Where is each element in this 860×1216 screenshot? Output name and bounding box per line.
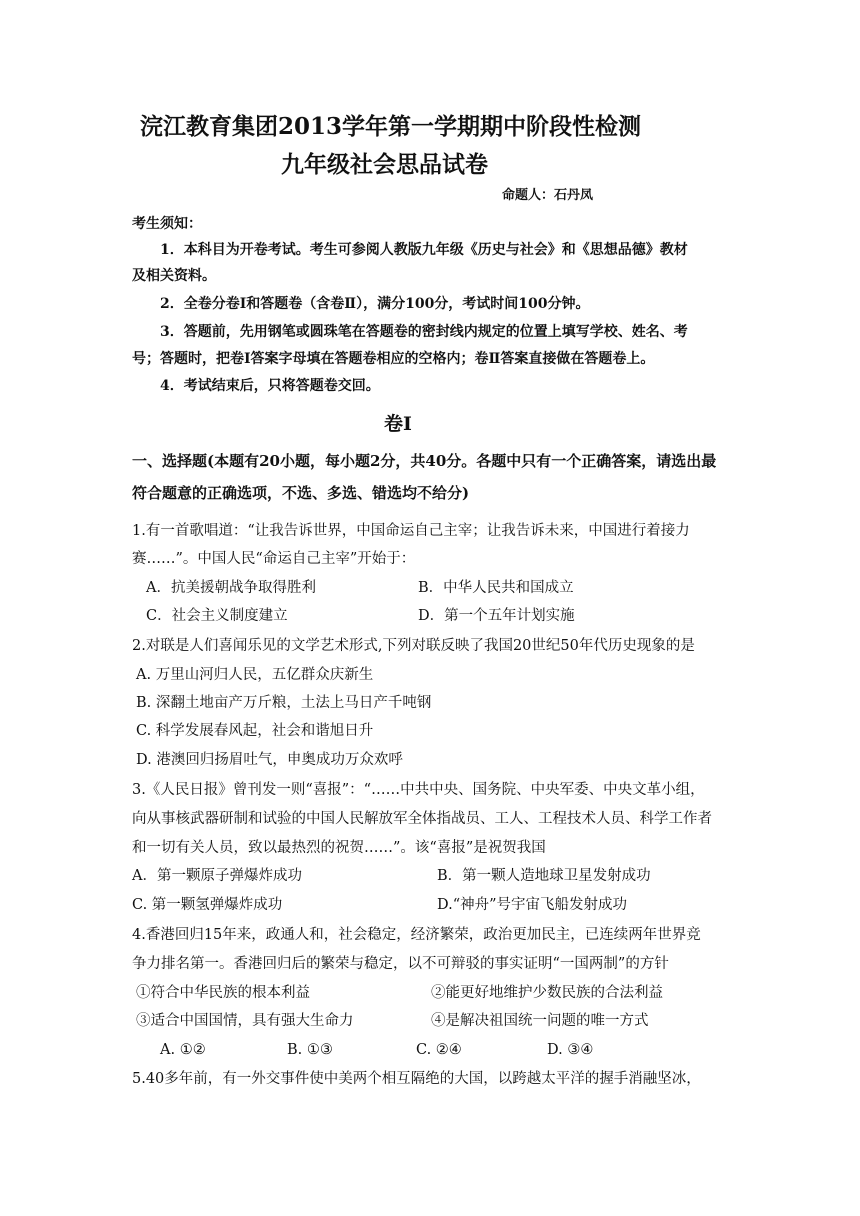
question-4-option-c: C. ②④ (416, 1042, 462, 1058)
question-3-line1: 3.《人民日报》曾刊发一则“喜报”：“……中共中央、国务院、中央军委、中央文革小组， (132, 782, 705, 798)
notice-item-1: 1．本科目为开卷考试。考生可参阅人教版九年级《历史与社会》和《思想品德》教材 (160, 242, 688, 258)
exam-title-line2: 九年级社会思品试卷 (281, 151, 488, 178)
question-4-statement-1: ①符合中华民族的根本利益 (136, 985, 310, 1001)
notice-item-4: 4．考试结束后，只将答题卷交回。 (160, 378, 380, 394)
notice-item-3: 3．答题前，先用钢笔或圆珠笔在答题卷的密封线内规定的位置上填写学校、姓名、考 (160, 324, 688, 340)
question-4-option-d: D. ③④ (547, 1042, 594, 1058)
question-4-option-b: B. ①③ (287, 1042, 333, 1058)
question-1-option-c: C．社会主义制度建立 (146, 608, 288, 624)
question-4-line2: 争力排名第一。香港回归后的繁荣与稳定，以不可辩驳的事实证明“一国两制”的方针 (132, 956, 669, 972)
question-3-option-b: B．第一颗人造地球卫星发射成功 (437, 868, 651, 884)
question-4-option-a: A. ①② (160, 1042, 206, 1058)
notice-item-2: 2．全卷分卷Ⅰ和答题卷（含卷Ⅱ），满分100分，考试时间100分钟。 (160, 296, 590, 312)
question-3-option-c: C. 第一颗氢弹爆炸成功 (132, 897, 283, 913)
question-1-option-b: B．中华人民共和国成立 (418, 580, 574, 596)
section-heading-line2: 符合题意的正确选项，不选、多选、错选均不给分) (132, 484, 470, 502)
question-3-line3: 和一切有关人员，致以最热烈的祝贺……”。该“喜报”是祝贺我国 (132, 840, 546, 856)
exam-title-line1: 浣江教育集团2013学年第一学期期中阶段性检测 (140, 113, 642, 140)
question-4-statement-2: ②能更好地维护少数民族的合法利益 (431, 985, 663, 1001)
question-1-option-a: A．抗美援朝战争取得胜利 (146, 580, 316, 596)
section-heading-line1: 一、选择题(本题有20小题，每小题2分，共40分。各题中只有一个正确答案，请选出最 (132, 452, 717, 470)
question-3-option-a: A．第一颗原子弹爆炸成功 (132, 868, 302, 884)
question-2-option-b: B. 深翻土地亩产万斤粮，土法上马日产千吨钢 (136, 695, 432, 711)
question-3-line2: 向从事核武器研制和试验的中国人民解放军全体指战员、工人、工程技术人员、科学工作者 (132, 811, 712, 827)
volume-title: 卷Ⅰ (384, 413, 412, 435)
question-2-option-d: D. 港澳回归扬眉吐气，申奥成功万众欢呼 (136, 752, 403, 768)
question-4-statement-4: ④是解决祖国统一问题的唯一方式 (431, 1013, 649, 1029)
question-4-statement-3: ③适合中国国情，具有强大生命力 (136, 1013, 354, 1029)
notice-item-1-cont: 及相关资料。 (132, 268, 216, 284)
notice-heading: 考生须知： (132, 216, 202, 232)
question-2-line1: 2.对联是人们喜闻乐见的文学艺术形式,下列对联反映了我国20世纪50年代历史现象的是 (132, 638, 695, 654)
question-2-option-c: C. 科学发展春风起，社会和谐旭日升 (136, 723, 374, 739)
question-1-option-d: D．第一个五年计划实施 (418, 608, 575, 624)
question-5-line1: 5.40多年前，有一外交事件使中美两个相互隔绝的大国，以跨越太平洋的握手消融坚冰， (132, 1071, 701, 1087)
question-3-option-d: D.“神舟”号宇宙飞船发射成功 (437, 897, 628, 913)
author-line: 命题人：石丹凤 (502, 188, 594, 203)
question-2-option-a: A. 万里山河归人民，五亿群众庆新生 (136, 667, 374, 683)
question-4-line1: 4.香港回归15年来，政通人和，社会稳定，经济繁荣，政治更加民主，已连续两年世界竞 (132, 927, 701, 943)
question-1-line1: 1.有一首歌唱道：“让我告诉世界，中国命运自己主宰；让我告诉未来，中国进行着接力 (132, 523, 690, 539)
notice-item-3-cont: 号；答题时，把卷Ⅰ答案字母填在答题卷相应的空格内；卷Ⅱ答案直接做在答题卷上。 (132, 351, 655, 367)
question-1-line2: 赛……”。中国人民“命运自己主宰”开始于： (132, 551, 416, 567)
